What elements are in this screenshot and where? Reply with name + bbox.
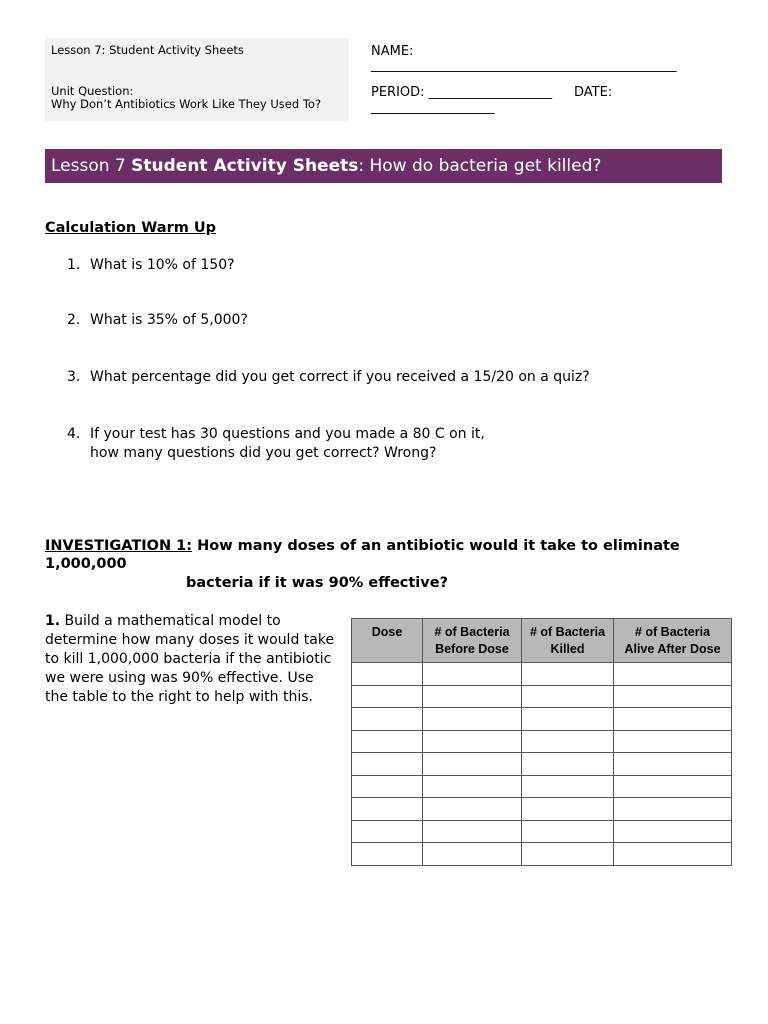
table-cell[interactable] [522,708,614,731]
question-text-continued: how many questions did you get correct? Wrong? [90,445,437,461]
date-label: DATE: [574,85,613,100]
table-cell[interactable] [522,663,614,686]
header-line: Killed [550,641,585,656]
task-number: 1. [45,613,61,629]
question-number: 2. [67,312,81,328]
table-cell[interactable] [522,685,614,708]
unit-question-label: Unit Question: [51,84,134,98]
table-cell[interactable] [423,708,522,731]
table-row [352,820,732,843]
table-body [352,663,732,866]
investigation-question-line2: 1,000,000 [45,556,127,572]
investigation-task [45,612,340,707]
header-lesson-box [45,38,349,121]
lesson-banner [45,149,722,183]
table-cell[interactable] [614,843,732,866]
period-field[interactable]: PERIOD: ___________________ [371,85,553,100]
table-row [352,843,732,866]
table-cell[interactable] [614,708,732,731]
header-line: # of Bacteria [634,624,711,639]
question-number: 3. [67,369,81,385]
table-cell[interactable] [423,820,522,843]
table-cell[interactable] [614,685,732,708]
table-cell[interactable] [423,798,522,821]
investigation-question-line3: bacteria if it was 90% effective? [186,575,448,591]
table-row [352,775,732,798]
date-line[interactable]: ___________________ [371,100,495,115]
table-cell[interactable] [352,775,423,798]
table-cell[interactable] [423,775,522,798]
table-row [352,753,732,776]
table-cell[interactable] [423,685,522,708]
table-cell[interactable] [423,843,522,866]
table-row [352,663,732,686]
table-cell[interactable] [614,775,732,798]
task-text: Build a mathematical model to determine how many doses it would take to kill 1,000,000 bacteria if the antibiotic we were using was 90% effective. Use the table to the right to help with this. [45,613,335,705]
table-cell[interactable] [423,753,522,776]
table-cell[interactable] [522,730,614,753]
table-cell[interactable] [423,663,522,686]
name-line[interactable]: _______________________________________________ [371,58,677,73]
question-text: What is 35% of 5,000? [90,312,248,328]
question-text: What percentage did you get correct if you received a 15/20 on a quiz? [90,369,590,385]
table-cell[interactable] [352,730,423,753]
table-row [352,798,732,821]
table-row [352,730,732,753]
table-cell[interactable] [352,798,423,821]
header-line: Alive After Dose [624,641,721,656]
header-line: Before Dose [435,641,509,656]
table-cell[interactable] [522,775,614,798]
table-row [352,685,732,708]
table-cell[interactable] [522,753,614,776]
table-cell[interactable] [352,708,423,731]
banner-bold: Student Activity Sheets [131,156,359,176]
investigation-question-line1: How many doses of an antibiotic would it take to eliminate [192,538,680,554]
table-cell[interactable] [352,843,423,866]
banner-prefix: Lesson 7 [51,156,132,176]
header-alive-after [614,619,732,663]
question-text: What is 10% of 150? [90,257,235,273]
investigation-heading [45,537,725,591]
header-line: # of Bacteria [529,624,606,639]
header-line [354,641,420,658]
table-cell[interactable] [352,685,423,708]
table-cell[interactable] [614,730,732,753]
question-number: 4. [67,426,81,442]
header-dose [352,619,423,663]
name-label: NAME: [371,44,414,59]
table-cell[interactable] [614,753,732,776]
investigation-label: INVESTIGATION 1: [45,538,193,554]
table-cell[interactable] [352,753,423,776]
table-row [352,708,732,731]
header-line: Dose [371,624,403,639]
header-before-dose [423,619,522,663]
table-cell[interactable] [423,730,522,753]
header-killed [522,619,614,663]
table-cell[interactable] [522,820,614,843]
table-cell[interactable] [352,820,423,843]
question-number: 1. [67,257,81,273]
table-header-row [352,619,732,663]
header-line: # of Bacteria [434,624,510,639]
table-cell[interactable] [352,663,423,686]
table-cell[interactable] [614,798,732,821]
question-text: If your test has 30 questions and you made a 80 C on it, [90,426,485,442]
table-cell[interactable] [522,843,614,866]
table-cell[interactable] [614,663,732,686]
unit-question: Why Don’t Antibiotics Work Like They Used To? [51,97,322,111]
lesson-label: Lesson 7: Student Activity Sheets [51,43,244,57]
table-cell[interactable] [614,820,732,843]
dose-table [351,618,732,866]
table-cell[interactable] [522,798,614,821]
warmup-title: Calculation Warm Up [45,220,217,236]
banner-suffix: : How do bacteria get killed? [358,156,602,176]
